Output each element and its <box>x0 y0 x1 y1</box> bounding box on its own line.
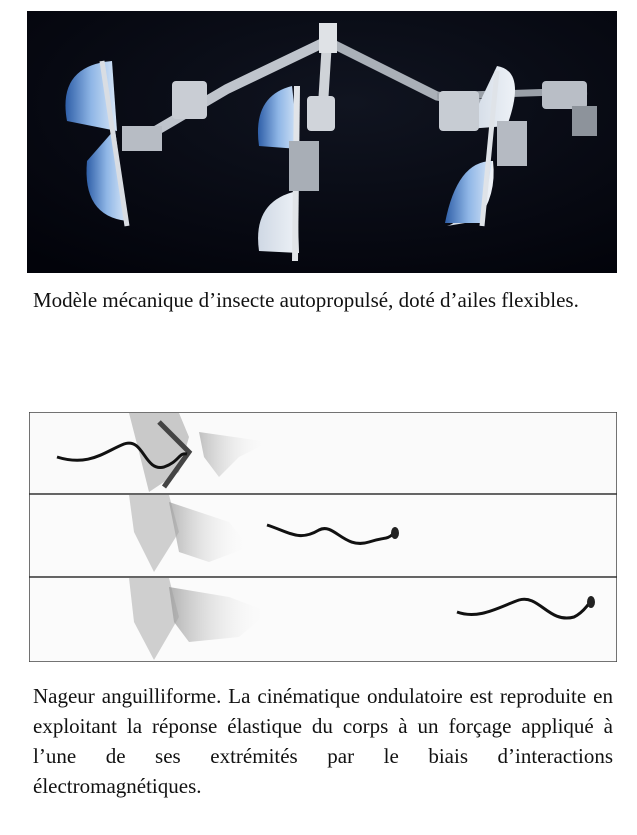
figure1-caption: Modèle mécanique d’insecte autopropulsé, doté d’ailes flexibles. <box>33 288 579 312</box>
panel-1 <box>30 413 616 494</box>
panel-2 <box>30 495 616 577</box>
figure2-caption: Nageur anguilliforme. La cinématique ondulatoire est reproduite en exploitant la réponse élastique du corps à un forçage appliqué à l’une de ses extrémités par le biais d’interactions électromagnétiques. <box>33 684 613 798</box>
insect-model-photo <box>27 11 617 273</box>
panel-3 <box>30 578 616 661</box>
swimmer-sequence-image <box>29 412 617 662</box>
